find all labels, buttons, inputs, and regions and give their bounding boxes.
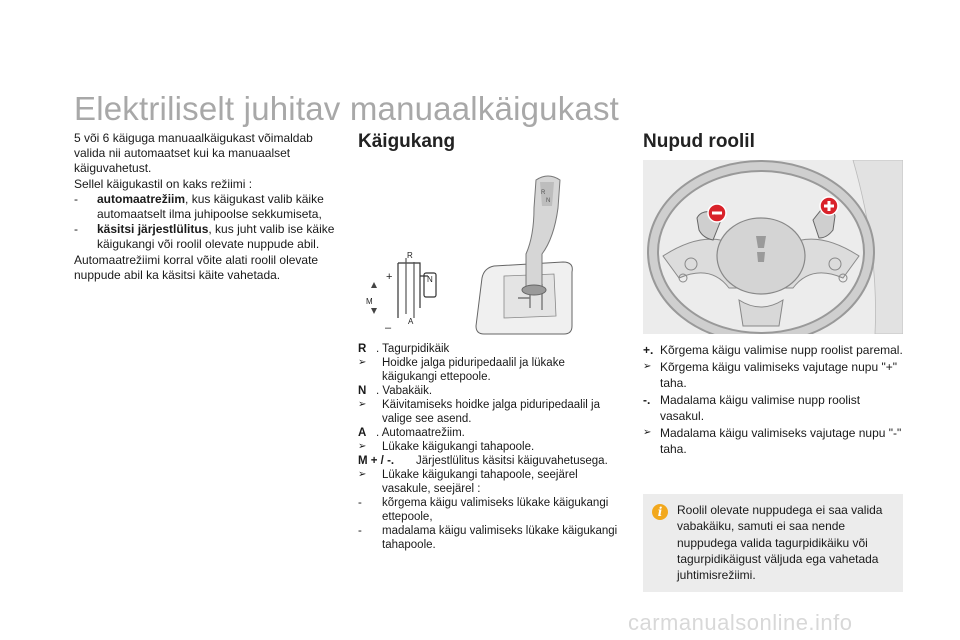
entry-text: Lükake käigukangi tahapoole, seejärel vasakule, seejärel : xyxy=(382,469,578,495)
intro-modes: Sellel käigukastil on kaks režiimi : xyxy=(74,176,253,191)
gear-description xyxy=(358,342,620,552)
entry-key: +. xyxy=(643,343,654,357)
wheel-entry xyxy=(643,425,905,458)
steering-wheel-illustration xyxy=(643,160,903,334)
wheel-description xyxy=(643,342,905,458)
wheel-entry xyxy=(643,342,905,359)
gear-entry xyxy=(358,342,620,356)
entry-key: ➢ xyxy=(643,360,652,372)
info-text: Roolil olevate nuppudega ei saa valida vabakäiku, samuti ei saa nende nuppudega valida tagurpidikäiku või tagurpidikäigust väljuda ega vahetada juhtimisrežiimi. xyxy=(677,503,883,583)
entry-key: A xyxy=(358,427,367,439)
entry-key: -. xyxy=(643,392,651,407)
gear-heading: Käigukang xyxy=(358,131,456,152)
gate-label-M: M xyxy=(366,297,373,306)
page-title: Elektriliselt juhitav manuaalkäigukast xyxy=(74,90,620,127)
intro-list-item xyxy=(74,192,336,222)
gate-label-minus: – xyxy=(385,322,392,334)
entry-text: Käivitamiseks hoidke jalga piduripedaalil ja valige see asend. xyxy=(382,399,600,425)
entry-text: Madalama käigu valimiseks vajutage nupu "-" taha. xyxy=(660,425,902,456)
entry-text: Hoidke jalga piduripedaalil ja lükake käigukangi ettepoole. xyxy=(382,357,565,383)
entry-key: - xyxy=(358,497,362,509)
entry-key: ➢ xyxy=(358,399,367,410)
entry-key: ➢ xyxy=(358,357,367,368)
gear-entry xyxy=(358,468,620,496)
info-note xyxy=(643,494,903,592)
entry-text: Kõrgema käigu valimise nupp roolist paremal. xyxy=(660,343,903,357)
entry-text: Kõrgema käigu valimiseks vajutage nupu "+" taha. xyxy=(660,359,897,390)
entry-key: ➢ xyxy=(643,426,652,438)
gate-label-R: R xyxy=(407,251,413,260)
gate-label-A: A xyxy=(408,317,414,326)
gear-entry xyxy=(358,496,620,524)
intro-list-item xyxy=(74,222,336,252)
gear-entry xyxy=(358,384,620,398)
gear-entry xyxy=(358,524,620,552)
mode-name: käsitsi järjestlülitus xyxy=(97,222,209,237)
entry-text: kõrgema käigu valimiseks lükake käigukangi ettepoole, xyxy=(382,497,609,523)
wheel-heading: Nupud roolil xyxy=(643,131,755,152)
up-arrow-icon xyxy=(371,282,377,288)
gate-label-N: N xyxy=(427,275,433,284)
wheel-entry xyxy=(643,359,905,392)
svg-text:N: N xyxy=(546,198,551,204)
entry-text: Järjestlülitus käsitsi käiguvahetusega. xyxy=(416,455,608,467)
watermark: carmanualsonline.info xyxy=(628,610,853,635)
entry-text: . Vabakäik. xyxy=(376,385,433,397)
entry-key: - xyxy=(358,525,362,537)
mode-description: , kus juht valib ise käike käigukangi või roolil olevate nuppude abil. xyxy=(97,222,335,252)
info-icon: i xyxy=(652,504,668,520)
gate-label-plus: + xyxy=(386,271,393,283)
intro-note: Automaatrežiimi korral võite alati roolil olevate nuppude abil ka käsitsi käite vahetada. xyxy=(74,252,319,282)
mode-name: automaatrežiim xyxy=(97,191,186,206)
mode-description: , kus käigukast valib käike automaatselt ilma juhipoolse sekkumiseta, xyxy=(97,191,324,222)
gear-entry xyxy=(358,356,620,384)
entry-text: Lükake käigukangi tahapoole. xyxy=(382,441,535,453)
gear-entry xyxy=(358,398,620,426)
entry-text: . Tagurpidikäik xyxy=(376,343,450,355)
gear-entry xyxy=(358,454,620,468)
wheel-entry xyxy=(643,392,905,425)
gear-gate-diagram xyxy=(398,258,436,318)
entry-key: ➢ xyxy=(358,469,367,480)
gear-entry xyxy=(358,440,620,454)
list-dash: - xyxy=(74,191,78,206)
entry-text: madalama käigu valimiseks lükake käigukangi tahapoole. xyxy=(382,525,618,551)
entry-text: Madalama käigu valimise nupp roolist vasakul. xyxy=(660,392,861,423)
entry-key: N xyxy=(358,385,367,397)
svg-text:R: R xyxy=(541,190,546,196)
gear-lever-illustration xyxy=(358,158,620,336)
gear-entry xyxy=(358,426,620,440)
entry-text: . Automaatrežiim. xyxy=(376,427,465,439)
intro-section xyxy=(74,131,336,283)
entry-key: ➢ xyxy=(358,441,367,452)
entry-key: M + / -. xyxy=(358,455,395,467)
down-arrow-icon xyxy=(371,308,377,314)
list-dash: - xyxy=(74,222,78,237)
intro-paragraph: 5 või 6 käiguga manuaalkäigukast võimaldab valida nii automaatset kui ka manuaalset käiguvahetust. xyxy=(74,131,313,176)
entry-key: R xyxy=(358,343,367,355)
